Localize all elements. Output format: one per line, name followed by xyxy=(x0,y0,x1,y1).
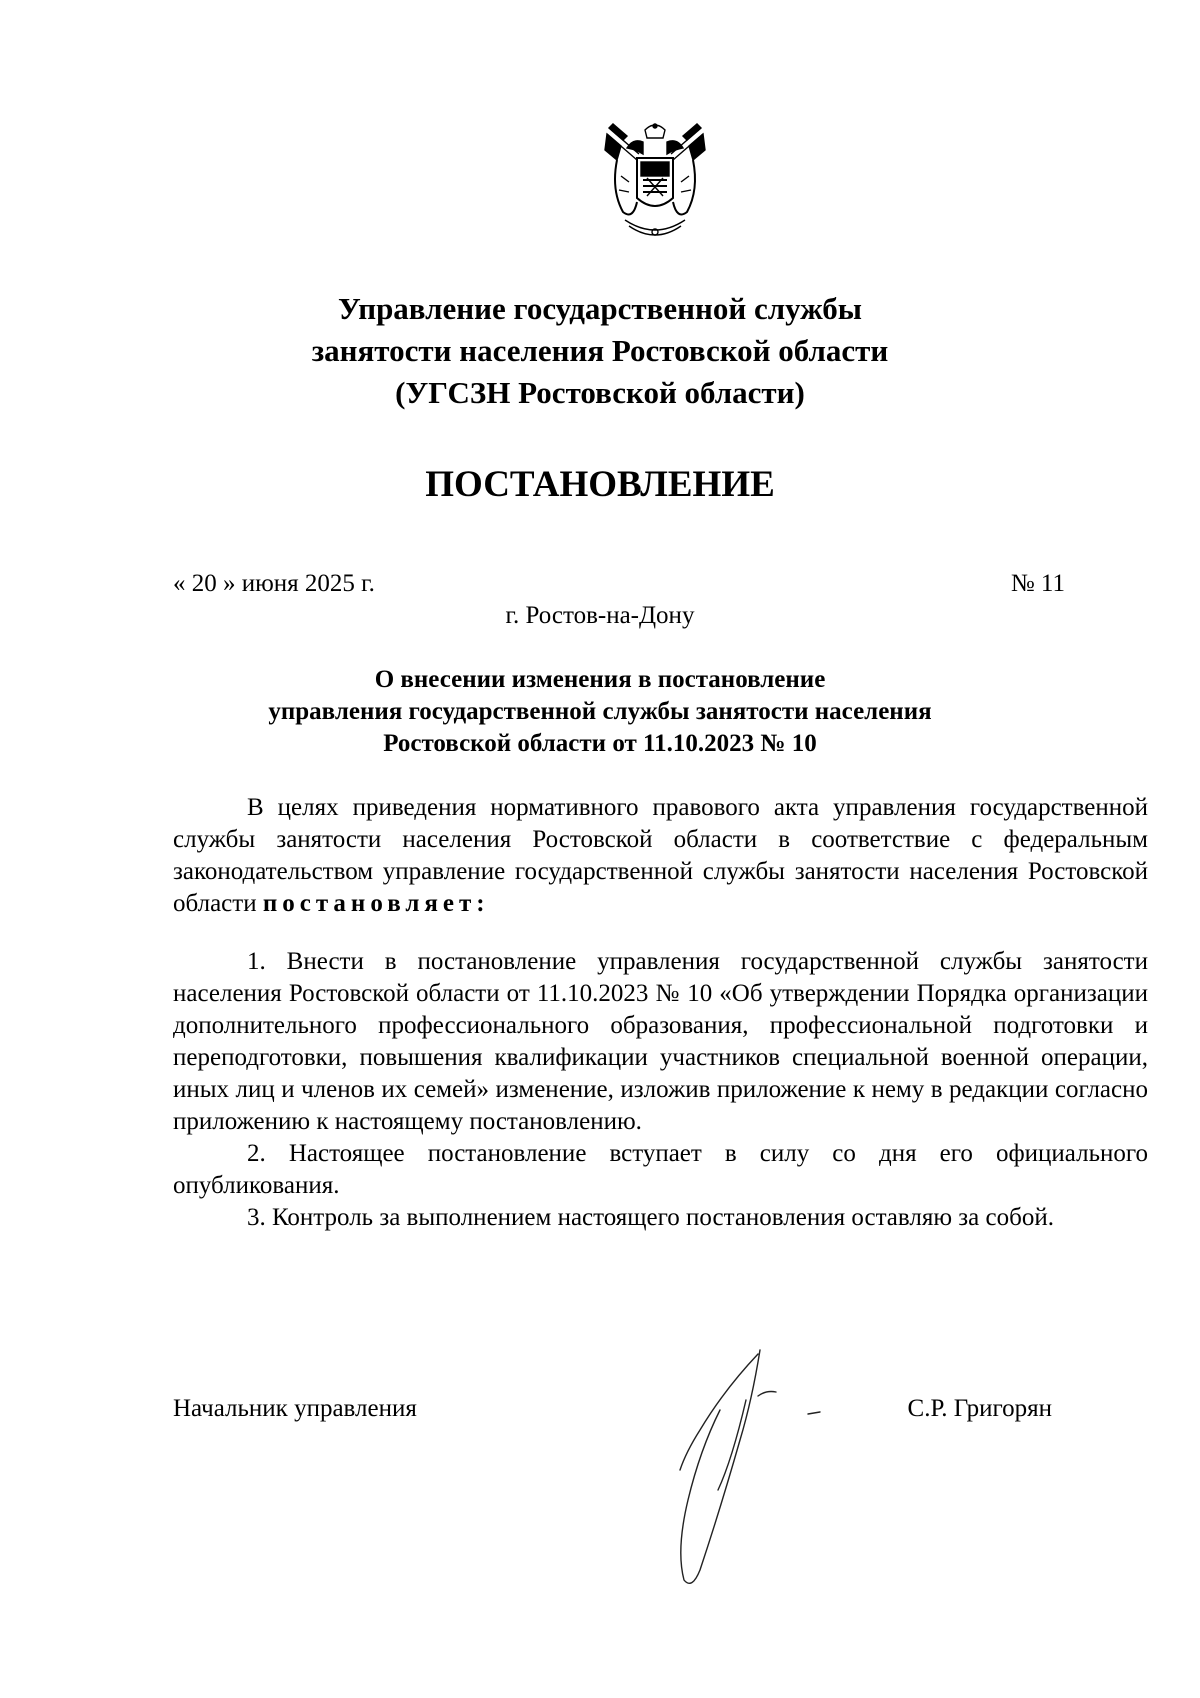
document-city: г. Ростов-на-Дону xyxy=(505,602,695,629)
document-type: ПОСТАНОВЛЕНИЕ xyxy=(425,464,775,505)
document-number: № 11 xyxy=(1010,570,1065,597)
authority-line-2: занятости населения Ростовской области xyxy=(311,333,889,368)
subject-line-3: Ростовской области от 11.10.2023 № 10 xyxy=(383,730,817,757)
item-3: 3. Контроль за выполнением настоящего постановления оставляю за собой. xyxy=(247,1204,1054,1231)
subject-line-2: управления государственной службы занятости населения xyxy=(268,698,932,725)
handwritten-signature xyxy=(640,1340,840,1600)
preamble-paragraph xyxy=(173,792,1148,920)
document-date: « 20 » июня 2025 г. xyxy=(173,570,375,597)
authority-line-3: (УГСЗН Ростовской области) xyxy=(395,375,805,410)
subject-line-1: О внесении изменения в постановление xyxy=(374,666,826,693)
document-subject xyxy=(0,664,1200,760)
item-2: 2. Настоящее постановление вступает в силу со дня его официального опубликования. xyxy=(173,1140,1148,1199)
preamble-text: В целях приведения нормативного правового акта управления государственной службы занятости населения Ростовской области в соответствие с федеральным законодательством управление государственной службы занятости населения Ростовской области xyxy=(173,794,1148,917)
signatory-name: С.Р. Григорян xyxy=(907,1395,1052,1422)
document-body xyxy=(173,792,1148,1234)
resolves-word: постановляет: xyxy=(262,890,490,917)
signatory-title: Начальник управления xyxy=(173,1395,417,1422)
issuing-authority xyxy=(0,288,1200,414)
authority-line-1: Управление государственной службы xyxy=(338,291,862,326)
item-1: 1. Внести в постановление управления государственной службы занятости населения Ростовской области от 11.10.2023 № 10 «Об утверждении Порядка организации дополнительного профессионального образования, профессиональной подготовки и переподготовки, повышения квалификации участников специальной военной операции, иных лиц и членов их семей» изменение, изложив приложение к нему в редакции согласно приложению к настоящему постановлению. xyxy=(173,948,1148,1135)
coat-of-arms-icon xyxy=(603,120,707,244)
